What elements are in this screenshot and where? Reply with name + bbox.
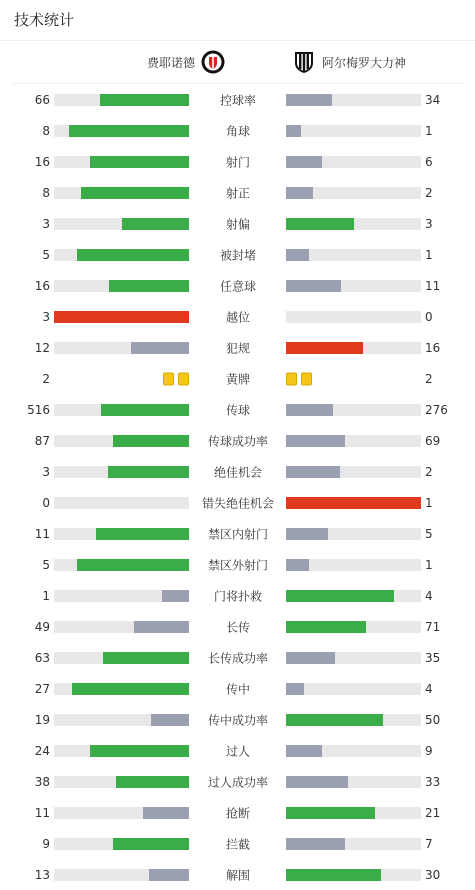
away-stat-bar <box>286 94 332 106</box>
away-stat-bar-track <box>286 156 421 168</box>
home-stat-bar <box>113 435 189 447</box>
home-stat-bar-track <box>54 683 189 695</box>
home-stat-bar-track <box>54 249 189 261</box>
away-stat-value: 71 <box>425 619 441 634</box>
away-stat-bar <box>286 280 341 292</box>
home-stat-value: 38 <box>34 774 50 789</box>
stat-label: 传中成功率 <box>207 713 268 727</box>
away-stat-bar <box>286 652 335 664</box>
home-stat-value: 1 <box>42 588 50 603</box>
home-stat-bar <box>77 249 189 261</box>
away-stat-value: 1 <box>425 123 433 138</box>
teams-header <box>12 41 463 84</box>
stat-row <box>0 394 475 425</box>
home-stat-value: 49 <box>34 619 50 634</box>
away-stat-bar-track <box>286 652 421 664</box>
away-stat-bar-track <box>286 249 421 261</box>
stat-label: 门将扑救 <box>213 589 262 603</box>
home-stat-bar <box>101 404 189 416</box>
away-stat-value: 21 <box>425 805 441 820</box>
home-stat-bar-track <box>54 404 189 416</box>
stat-row <box>0 642 475 673</box>
home-stat-bar <box>54 311 189 323</box>
away-stat-value: 4 <box>425 588 433 603</box>
stat-label: 过人成功率 <box>207 775 268 789</box>
stat-label: 过人 <box>225 744 250 758</box>
stat-row <box>0 332 475 363</box>
stat-label: 传球成功率 <box>207 434 268 448</box>
away-team-logo-icon <box>292 50 316 74</box>
stat-label: 抢断 <box>225 806 250 820</box>
home-stat-value: 3 <box>42 464 50 479</box>
home-stat-value: 63 <box>34 650 50 665</box>
away-stat-bar <box>286 342 363 354</box>
stat-row <box>0 673 475 704</box>
away-team-name: 阿尔梅罗大力神 <box>322 55 407 70</box>
away-stat-value: 1 <box>425 247 433 262</box>
away-stat-value: 34 <box>425 92 441 107</box>
home-stat-value: 87 <box>34 433 50 448</box>
home-stat-bar-track <box>54 280 189 292</box>
home-stat-bar <box>149 869 190 881</box>
away-stat-value: 50 <box>425 712 441 727</box>
away-stat-value: 33 <box>425 774 441 789</box>
away-stat-bar-track <box>286 280 421 292</box>
away-stat-bar <box>286 745 322 757</box>
away-stat-bar-track <box>286 497 421 509</box>
home-stat-bar <box>151 714 189 726</box>
away-stat-bar <box>286 621 366 633</box>
stat-row <box>0 611 475 642</box>
away-team[interactable] <box>292 41 406 83</box>
away-stat-bar <box>286 590 394 602</box>
away-stat-value: 16 <box>425 340 441 355</box>
away-stat-bar-track <box>286 342 421 354</box>
stat-label: 长传成功率 <box>207 651 268 665</box>
away-stat-value: 9 <box>425 743 433 758</box>
yellow-card-icon <box>178 372 189 385</box>
away-stat-bar-track <box>286 869 421 881</box>
home-stat-bar-track <box>54 590 189 602</box>
home-stat-bar <box>81 187 189 199</box>
stat-label: 解围 <box>225 868 250 882</box>
stat-label: 传中 <box>225 682 250 696</box>
home-stat-value: 11 <box>34 526 50 541</box>
stat-row <box>0 859 475 890</box>
home-team[interactable] <box>147 41 225 83</box>
stat-row <box>0 518 475 549</box>
home-stat-bar <box>109 280 189 292</box>
home-stat-bar-track <box>54 311 189 323</box>
away-stat-bar <box>286 869 381 881</box>
away-stat-bar-track <box>286 807 421 819</box>
home-stat-bar-track <box>54 94 189 106</box>
stat-row <box>0 84 475 115</box>
away-stat-bar <box>286 528 328 540</box>
home-stat-value: 12 <box>34 340 50 355</box>
away-stat-value: 2 <box>425 185 433 200</box>
yellow-card-icon <box>163 372 174 385</box>
stat-label: 被封堵 <box>219 248 256 262</box>
home-stat-bar <box>77 559 189 571</box>
away-stat-value: 30 <box>425 867 441 882</box>
home-stat-bar <box>103 652 189 664</box>
home-stat-value: 13 <box>34 867 50 882</box>
stat-label: 越位 <box>225 310 250 324</box>
away-stat-value: 4 <box>425 681 433 696</box>
home-stat-bar <box>90 745 189 757</box>
yellow-card-icon <box>286 372 297 385</box>
stat-label: 犯规 <box>225 341 250 355</box>
away-stat-bar-track <box>286 404 421 416</box>
home-stat-bar-track <box>54 714 189 726</box>
home-stat-value: 66 <box>34 92 50 107</box>
home-stat-bar <box>72 683 189 695</box>
home-stat-value: 16 <box>34 278 50 293</box>
away-stat-bar <box>286 466 340 478</box>
away-stat-bar-track <box>286 466 421 478</box>
page-title: 技术统计 <box>0 0 475 41</box>
home-stat-bar-track <box>54 218 189 230</box>
home-stat-bar-track <box>54 559 189 571</box>
stat-row <box>0 239 475 270</box>
stat-row <box>0 828 475 859</box>
away-stat-bar <box>286 807 375 819</box>
away-stat-bar <box>286 776 348 788</box>
home-stat-value: 24 <box>34 743 50 758</box>
away-stat-bar-track <box>286 311 421 323</box>
away-stat-bar <box>286 497 421 509</box>
home-stat-bar-track <box>54 187 189 199</box>
stat-row <box>0 270 475 301</box>
home-stat-bar <box>90 156 189 168</box>
away-stat-value: 2 <box>425 464 433 479</box>
away-stat-value: 35 <box>425 650 441 665</box>
stat-label: 角球 <box>225 124 250 138</box>
away-stat-value: 6 <box>425 154 433 169</box>
stat-label: 传球 <box>225 403 250 417</box>
stat-row <box>0 549 475 580</box>
home-stat-value: 8 <box>42 185 50 200</box>
stat-row <box>0 363 475 394</box>
away-stat-bar <box>286 714 383 726</box>
stat-label: 绝佳机会 <box>213 465 262 479</box>
away-stat-value: 7 <box>425 836 433 851</box>
away-stat-bar <box>286 838 345 850</box>
home-stat-value: 9 <box>42 836 50 851</box>
stat-row <box>0 487 475 518</box>
home-stat-bar-track <box>54 807 189 819</box>
home-stat-bar <box>143 807 189 819</box>
away-stat-bar-track <box>286 745 421 757</box>
away-stat-bar-track <box>286 683 421 695</box>
home-stat-bar-track <box>54 342 189 354</box>
home-stat-bar-track <box>54 156 189 168</box>
away-stat-bar <box>286 156 322 168</box>
home-stat-value: 11 <box>34 805 50 820</box>
away-stat-bar-track <box>286 94 421 106</box>
stat-row <box>0 115 475 146</box>
stat-label: 禁区内射门 <box>207 527 268 541</box>
home-stat-bar-track <box>54 745 189 757</box>
home-stat-value: 516 <box>27 402 50 417</box>
home-stat-bar-track <box>54 869 189 881</box>
away-stat-bar <box>286 683 304 695</box>
away-stat-value: 0 <box>425 309 433 324</box>
stat-row <box>0 456 475 487</box>
away-stat-bar-track <box>286 590 421 602</box>
home-stat-value: 27 <box>34 681 50 696</box>
stat-row <box>0 208 475 239</box>
home-stat-bar <box>116 776 189 788</box>
stat-label: 错失绝佳机会 <box>201 496 274 510</box>
away-stat-bar-track <box>286 559 421 571</box>
stats-list <box>0 84 475 890</box>
away-stat-bar-track <box>286 218 421 230</box>
away-stat-value: 69 <box>425 433 441 448</box>
away-stat-value: 1 <box>425 557 433 572</box>
home-stat-bar <box>122 218 190 230</box>
stat-row <box>0 766 475 797</box>
stat-row <box>0 146 475 177</box>
home-stat-bar-track <box>54 466 189 478</box>
home-stat-bar <box>108 466 189 478</box>
home-stat-bar-track <box>54 125 189 137</box>
home-stat-bar <box>69 125 189 137</box>
stat-label: 黄牌 <box>225 372 250 386</box>
away-stat-value: 5 <box>425 526 433 541</box>
stat-row <box>0 301 475 332</box>
away-stat-value: 2 <box>425 371 433 386</box>
stat-row <box>0 177 475 208</box>
stat-label: 禁区外射门 <box>207 558 268 572</box>
home-stat-bar-track <box>54 497 189 509</box>
home-stat-bar <box>100 94 189 106</box>
home-stat-bar <box>131 342 189 354</box>
away-stat-bar <box>286 404 333 416</box>
stat-row <box>0 425 475 456</box>
away-stat-value: 11 <box>425 278 441 293</box>
away-stat-bar-track <box>286 125 421 137</box>
home-stat-bar <box>113 838 189 850</box>
home-stat-bar <box>96 528 189 540</box>
away-stat-bar <box>286 435 345 447</box>
yellow-card-icon <box>301 372 312 385</box>
home-yellow-cards <box>163 372 189 385</box>
home-team-name: 费耶诺德 <box>146 55 195 70</box>
home-stat-value: 3 <box>42 216 50 231</box>
away-stat-bar-track <box>286 435 421 447</box>
home-stat-bar-track <box>54 776 189 788</box>
stat-row <box>0 735 475 766</box>
away-stat-value: 3 <box>425 216 433 231</box>
home-stat-bar <box>162 590 189 602</box>
stat-row <box>0 580 475 611</box>
home-stat-bar-track <box>54 652 189 664</box>
away-stat-bar <box>286 187 313 199</box>
away-stat-bar <box>286 249 309 261</box>
home-stat-value: 3 <box>42 309 50 324</box>
stat-row <box>0 797 475 828</box>
stat-label: 射正 <box>225 186 250 200</box>
home-stat-value: 8 <box>42 123 50 138</box>
home-stat-bar-track <box>54 528 189 540</box>
home-stat-bar-track <box>54 435 189 447</box>
home-stat-value: 0 <box>42 495 50 510</box>
stat-label: 拦截 <box>225 837 250 851</box>
away-stat-bar-track <box>286 187 421 199</box>
away-stat-value: 276 <box>425 402 448 417</box>
stat-label: 长传 <box>225 620 250 634</box>
away-stat-bar <box>286 218 354 230</box>
away-yellow-cards <box>286 372 312 385</box>
stat-label: 射偏 <box>225 217 250 231</box>
away-stat-bar <box>286 559 309 571</box>
stat-row <box>0 704 475 735</box>
away-stat-value: 1 <box>425 495 433 510</box>
home-stat-value: 2 <box>42 371 50 386</box>
home-stat-value: 19 <box>34 712 50 727</box>
stat-label: 射门 <box>225 155 250 169</box>
home-stat-value: 16 <box>34 154 50 169</box>
stat-label: 任意球 <box>219 279 256 293</box>
away-stat-bar-track <box>286 838 421 850</box>
away-stat-bar-track <box>286 528 421 540</box>
away-stat-bar <box>286 125 301 137</box>
home-stat-value: 5 <box>42 247 50 262</box>
home-team-logo-icon <box>201 50 225 74</box>
away-stat-bar-track <box>286 714 421 726</box>
home-stat-bar-track <box>54 621 189 633</box>
home-stat-value: 5 <box>42 557 50 572</box>
away-stat-bar-track <box>286 621 421 633</box>
home-stat-bar <box>134 621 189 633</box>
stat-label: 控球率 <box>219 93 256 107</box>
away-stat-bar-track <box>286 776 421 788</box>
home-stat-bar-track <box>54 838 189 850</box>
